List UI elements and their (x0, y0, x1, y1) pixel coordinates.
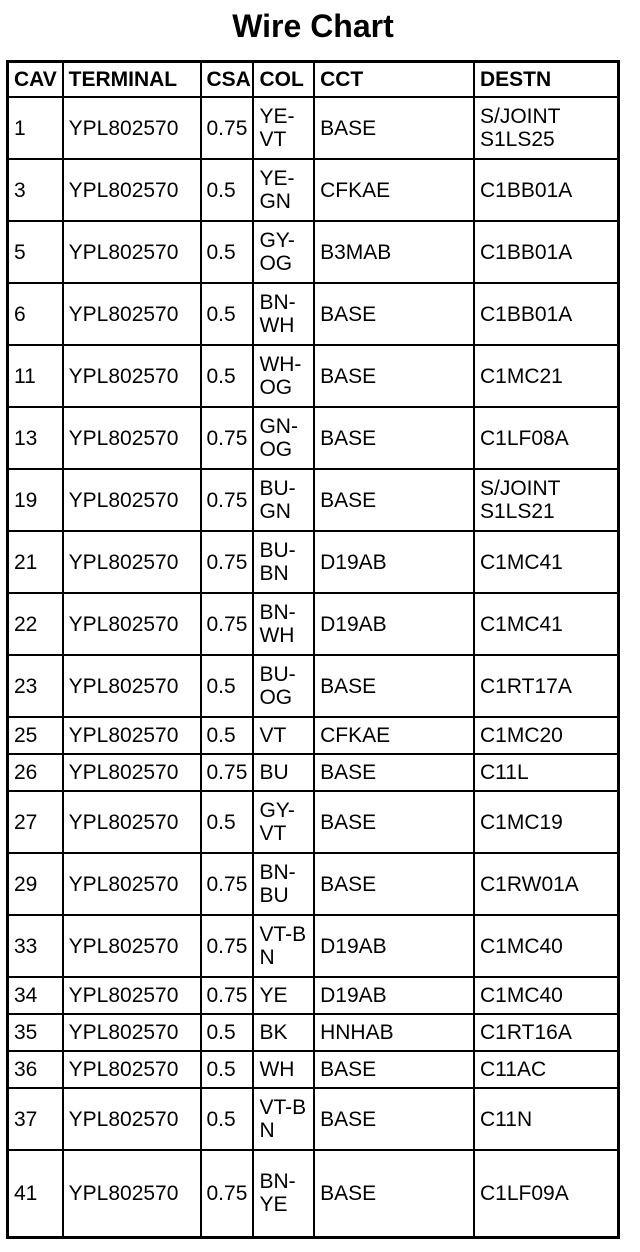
cell-col: BN-BU (253, 853, 314, 915)
table-row (8, 977, 619, 1014)
cell-destn: C1MC40 (474, 977, 619, 1014)
table-row (8, 469, 619, 531)
cell-csa: 0.75 (201, 754, 254, 791)
cell-col: YE (253, 977, 314, 1014)
cell-destn: C1BB01A (474, 221, 619, 283)
cell-csa: 0.5 (201, 791, 254, 853)
cell-terminal: YPL802570 (63, 345, 201, 407)
cell-cav: 37 (8, 1088, 63, 1150)
cell-cav: 33 (8, 915, 63, 977)
table-header-row (8, 62, 619, 98)
cell-terminal: YPL802570 (63, 407, 201, 469)
page-title: Wire Chart (232, 8, 394, 44)
table-row (8, 915, 619, 977)
cell-csa: 0.75 (201, 531, 254, 593)
table-row (8, 159, 619, 221)
cell-destn: C11L (474, 754, 619, 791)
cell-terminal: YPL802570 (63, 791, 201, 853)
cell-col: WH (253, 1051, 314, 1088)
cell-cav: 5 (8, 221, 63, 283)
cell-csa: 0.5 (201, 345, 254, 407)
cell-destn: C1BB01A (474, 283, 619, 345)
cell-cav: 19 (8, 469, 63, 531)
cell-csa: 0.75 (201, 915, 254, 977)
cell-col: WH-OG (253, 345, 314, 407)
cell-cav: 25 (8, 717, 63, 754)
cell-col: BN-YE (253, 1150, 314, 1237)
cell-cav: 21 (8, 531, 63, 593)
cell-destn: C1MC21 (474, 345, 619, 407)
cell-cav: 29 (8, 853, 63, 915)
cell-cav: 11 (8, 345, 63, 407)
cell-destn: C11AC (474, 1051, 619, 1088)
cell-terminal: YPL802570 (63, 915, 201, 977)
cell-col: GY-OG (253, 221, 314, 283)
cell-col: BK (253, 1014, 314, 1051)
cell-cav: 26 (8, 754, 63, 791)
cell-terminal: YPL802570 (63, 159, 201, 221)
table-row (8, 1014, 619, 1051)
cell-csa: 0.75 (201, 977, 254, 1014)
column-header-destn: DESTN (474, 62, 619, 98)
table-row (8, 531, 619, 593)
cell-cct: D19AB (314, 531, 474, 593)
cell-destn: C1RT17A (474, 655, 619, 717)
cell-cav: 27 (8, 791, 63, 853)
column-header-col: COL (253, 62, 314, 98)
cell-cct: HNHAB (314, 1014, 474, 1051)
cell-destn: S/JOINT S1LS25 (474, 97, 619, 159)
cell-cct: D19AB (314, 915, 474, 977)
column-header-cct: CCT (314, 62, 474, 98)
table-row (8, 1150, 619, 1237)
cell-cct: CFKAE (314, 717, 474, 754)
cell-destn: C1LF08A (474, 407, 619, 469)
cell-cav: 34 (8, 977, 63, 1014)
table-row (8, 345, 619, 407)
cell-cct: BASE (314, 1088, 474, 1150)
cell-col: VT-BN (253, 1088, 314, 1150)
cell-terminal: YPL802570 (63, 717, 201, 754)
cell-destn: C1LF09A (474, 1150, 619, 1237)
cell-col: GY-VT (253, 791, 314, 853)
cell-cav: 1 (8, 97, 63, 159)
cell-csa: 0.75 (201, 97, 254, 159)
cell-destn: C1MC40 (474, 915, 619, 977)
table-row (8, 655, 619, 717)
cell-csa: 0.5 (201, 655, 254, 717)
cell-csa: 0.75 (201, 469, 254, 531)
cell-col: BU-OG (253, 655, 314, 717)
cell-col: BN-WH (253, 283, 314, 345)
cell-terminal: YPL802570 (63, 1051, 201, 1088)
cell-destn: C1MC41 (474, 593, 619, 655)
cell-cav: 22 (8, 593, 63, 655)
cell-csa: 0.75 (201, 407, 254, 469)
cell-cct: B3MAB (314, 221, 474, 283)
table-row (8, 853, 619, 915)
cell-terminal: YPL802570 (63, 97, 201, 159)
cell-cav: 3 (8, 159, 63, 221)
cell-cct: BASE (314, 345, 474, 407)
cell-cct: BASE (314, 407, 474, 469)
cell-csa: 0.5 (201, 1088, 254, 1150)
cell-terminal: YPL802570 (63, 853, 201, 915)
cell-cct: BASE (314, 754, 474, 791)
table-row (8, 754, 619, 791)
cell-col: YE-GN (253, 159, 314, 221)
cell-terminal: YPL802570 (63, 1088, 201, 1150)
cell-destn: S/JOINT S1LS21 (474, 469, 619, 531)
cell-cct: D19AB (314, 593, 474, 655)
cell-cav: 23 (8, 655, 63, 717)
cell-col: YE-VT (253, 97, 314, 159)
cell-col: BU-GN (253, 469, 314, 531)
cell-destn: C1MC41 (474, 531, 619, 593)
cell-destn: C1MC19 (474, 791, 619, 853)
cell-csa: 0.5 (201, 221, 254, 283)
cell-csa: 0.75 (201, 853, 254, 915)
column-header-terminal: TERMINAL (63, 62, 201, 98)
cell-terminal: YPL802570 (63, 531, 201, 593)
column-header-cav: CAV (8, 62, 63, 98)
cell-destn: C1RW01A (474, 853, 619, 915)
cell-col: VT (253, 717, 314, 754)
table-row (8, 593, 619, 655)
cell-col: GN-OG (253, 407, 314, 469)
cell-cav: 13 (8, 407, 63, 469)
table-row (8, 1088, 619, 1150)
cell-destn: C1BB01A (474, 159, 619, 221)
cell-cct: BASE (314, 469, 474, 531)
cell-terminal: YPL802570 (63, 655, 201, 717)
cell-cav: 41 (8, 1150, 63, 1237)
cell-cct: D19AB (314, 977, 474, 1014)
column-header-csa: CSA (201, 62, 254, 98)
cell-terminal: YPL802570 (63, 1014, 201, 1051)
cell-terminal: YPL802570 (63, 754, 201, 791)
cell-terminal: YPL802570 (63, 977, 201, 1014)
cell-destn: C1RT16A (474, 1014, 619, 1051)
cell-cct: BASE (314, 97, 474, 159)
table-row (8, 1051, 619, 1088)
cell-col: BU (253, 754, 314, 791)
cell-csa: 0.5 (201, 1014, 254, 1051)
table-row (8, 791, 619, 853)
table-row (8, 221, 619, 283)
cell-cct: BASE (314, 655, 474, 717)
cell-col: BU-BN (253, 531, 314, 593)
cell-col: VT-BN (253, 915, 314, 977)
cell-cav: 6 (8, 283, 63, 345)
cell-csa: 0.5 (201, 717, 254, 754)
cell-terminal: YPL802570 (63, 1150, 201, 1237)
cell-csa: 0.5 (201, 159, 254, 221)
cell-destn: C1MC20 (474, 717, 619, 754)
cell-col: BN-WH (253, 593, 314, 655)
cell-csa: 0.75 (201, 1150, 254, 1237)
cell-cct: BASE (314, 283, 474, 345)
table-row (8, 407, 619, 469)
cell-csa: 0.5 (201, 1051, 254, 1088)
wire-chart-table (6, 60, 620, 1239)
cell-terminal: YPL802570 (63, 593, 201, 655)
cell-csa: 0.75 (201, 593, 254, 655)
table-body (8, 97, 619, 1237)
cell-terminal: YPL802570 (63, 283, 201, 345)
cell-cct: CFKAE (314, 159, 474, 221)
cell-cct: BASE (314, 1051, 474, 1088)
cell-terminal: YPL802570 (63, 221, 201, 283)
cell-terminal: YPL802570 (63, 469, 201, 531)
cell-cav: 35 (8, 1014, 63, 1051)
table-row (8, 283, 619, 345)
cell-cct: BASE (314, 791, 474, 853)
table-row (8, 97, 619, 159)
cell-destn: C11N (474, 1088, 619, 1150)
cell-cav: 36 (8, 1051, 63, 1088)
cell-csa: 0.5 (201, 283, 254, 345)
cell-cct: BASE (314, 853, 474, 915)
table-row (8, 717, 619, 754)
cell-cct: BASE (314, 1150, 474, 1237)
